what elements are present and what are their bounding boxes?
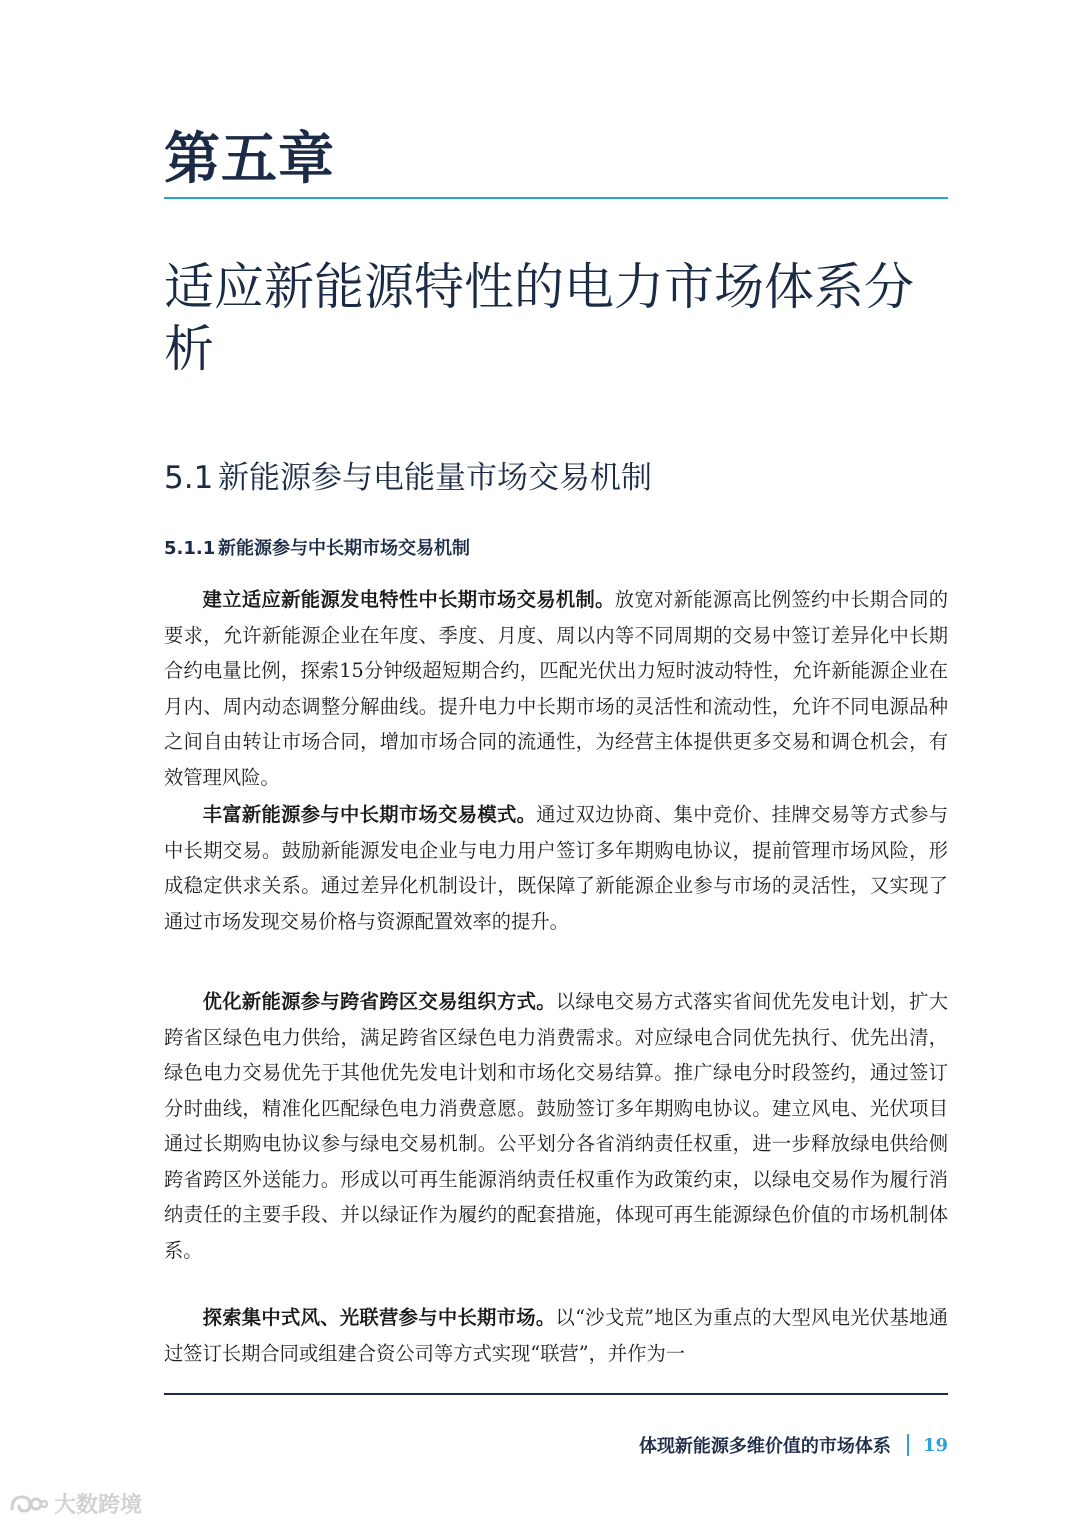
chapter-divider <box>164 197 948 199</box>
subsection-number: 5.1.1 <box>164 538 216 559</box>
paragraph-text: 以绿电交易方式落实省间优先发电计划，扩大跨省区绿色电力供给，满足跨省区绿色电力消费需求。对应绿电合同优先执行、优先出清，绿色电力交易优先于其他优先发电计划和市场化交易结算。推广绿电分时段签约，通过签订分时曲线，精准化匹配绿色电力消费意愿。鼓励签订多年期购电协议。建立风电、光伏项目通过长期购电协议参与绿电交易机制。公平划分各省消纳责任权重，进一步释放绿电供给侧跨省跨区外送能力。形成以可再生能源消纳责任权重作为政策约束，以绿电交易作为履行消纳责任的主要手段、并以绿证作为履约的配套措施，体现可再生能源绿色价值的市场机制体系。 <box>164 990 948 1262</box>
watermark <box>8 1488 142 1519</box>
paragraph <box>164 1300 948 1371</box>
report-page <box>164 0 948 1526</box>
footer-separator <box>907 1434 909 1456</box>
paragraph-text: 通过双边协商、集中竞价、挂牌交易等方式参与中长期交易。鼓励新能源发电企业与电力用户签订多年期购电协议，提前管理市场风险，形成稳定供求关系。通过差异化机制设计，既保障了新能源企业参与市场的灵活性，又实现了通过市场发现交易价格与资源配置效率的提升。 <box>164 803 948 933</box>
chapter-title: 适应新能源特性的电力市场体系分析 <box>164 258 914 378</box>
footer-divider <box>164 1393 948 1395</box>
paragraph-text: 以“沙戈荒”地区为重点的大型风电光伏基地通过签订长期合同或组建合资公司等方式实现“联营”，并作为一 <box>164 1306 949 1365</box>
paragraph <box>164 582 948 795</box>
paragraph-lead: 探索集中式风、光联营参与中长期市场。 <box>202 1306 556 1329</box>
paragraph-lead: 丰富新能源参与中长期市场交易模式。 <box>202 803 537 826</box>
paragraph-text: 放宽对新能源高比例签约中长期合同的要求，允许新能源企业在年度、季度、月度、周以内等不同周期的交易中签订差异化中长期合约电量比例，探索15分钟级超短期合约，匹配光伏出力短时波动特性，允许新能源企业在月内、周内动态调整分解曲线。提升电力中长期市场的灵活性和流动性，允许不同电源品种之间自由转让市场合同，增加市场合同的流通性，为经营主体提供更多交易和调仓机会，有效管理风险。 <box>164 588 948 789</box>
section-heading <box>164 456 652 500</box>
watermark-logo-icon <box>8 1491 48 1517</box>
subsection-heading <box>164 534 470 564</box>
page-number: 19 <box>922 1434 948 1456</box>
section-title: 新能源参与电能量市场交易机制 <box>218 460 652 496</box>
watermark-text: 大数跨境 <box>54 1493 143 1518</box>
section-number: 5.1 <box>164 460 214 496</box>
subsection-title: 新能源参与中长期市场交易机制 <box>218 538 470 559</box>
footer-title: 体现新能源多维价值的市场体系 <box>638 1436 891 1457</box>
paragraph-lead: 建立适应新能源发电特性中长期市场交易机制。 <box>202 588 615 611</box>
paragraph-lead: 优化新能源参与跨省跨区交易组织方式。 <box>202 990 556 1013</box>
page-footer <box>639 1428 948 1462</box>
paragraph <box>164 984 948 1268</box>
chapter-label: 第五章 <box>164 127 335 192</box>
paragraph <box>164 797 948 939</box>
